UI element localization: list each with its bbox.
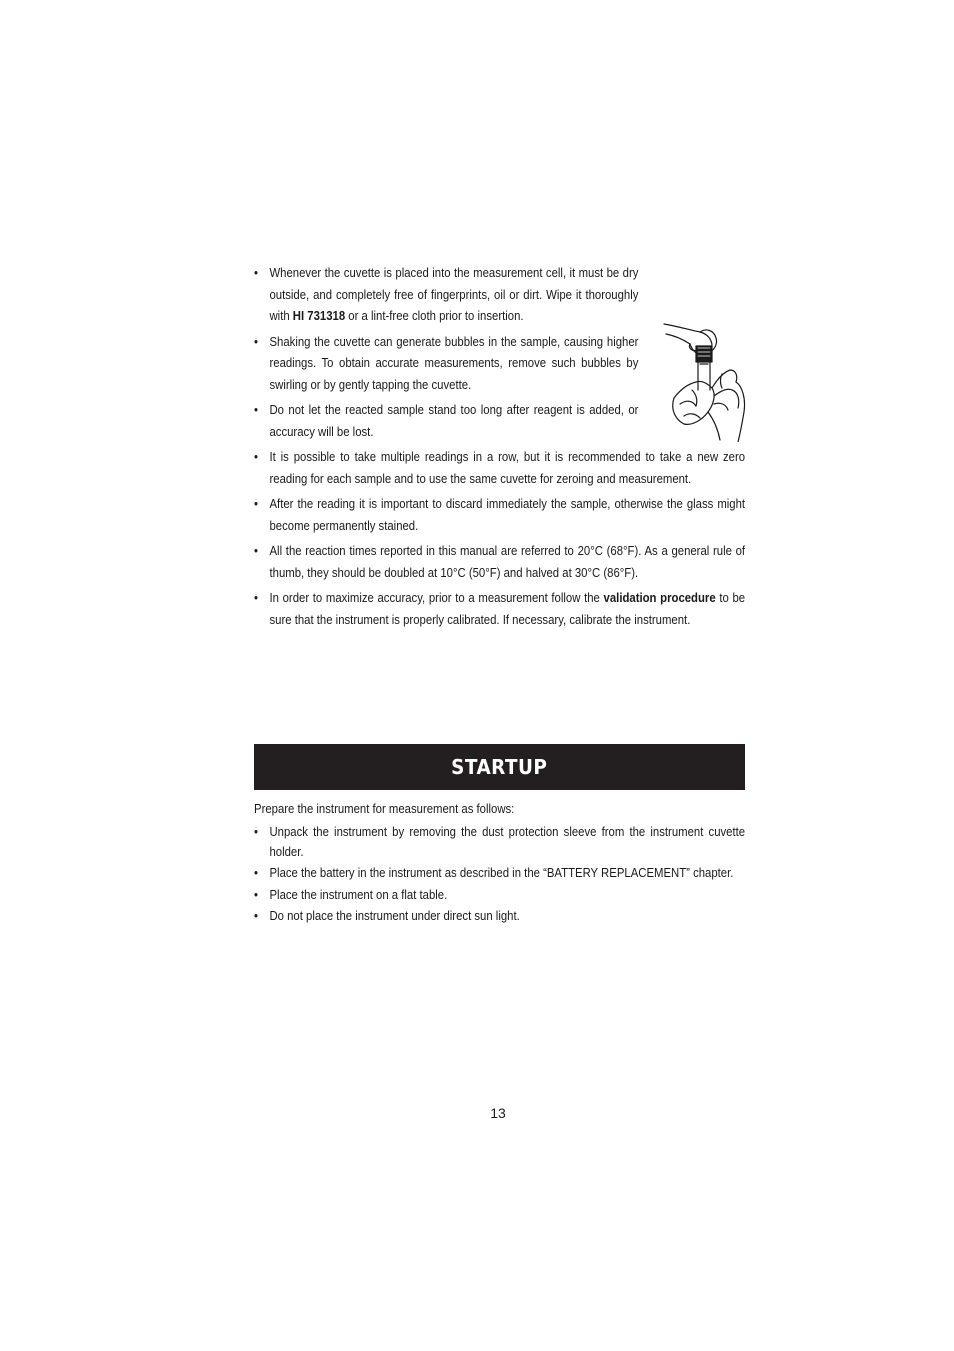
bullet-text: In order to maximize accuracy, prior to a measurement follow the (269, 590, 604, 605)
bullet-text: to be sure that the instrument is properly calibrated. If necessary, calibrate the instrument. (269, 590, 746, 627)
bullet-text: Do not let the reacted sample stand too long after reagent is added, or accuracy will be lost. (269, 402, 639, 439)
list-item (254, 331, 638, 396)
cuvette-care-list (254, 262, 745, 630)
list-item: • Place the battery in the instrument as described in the “BATTERY REPLACEMENT” chapter. (254, 863, 745, 883)
bullet-text: or a lint-free cloth prior to insertion. (345, 308, 524, 323)
bullet-text: Whenever the cuvette is placed into the measurement cell, it must be dry outside, and completely free of fingerprints, oil or dirt. Wipe it thoroughly with (269, 265, 639, 323)
list-item: • Do not place the instrument under direct sun light. (254, 906, 745, 926)
list-item: • Place the instrument on a flat table. (254, 885, 745, 905)
list-item (254, 540, 745, 583)
list-item (254, 399, 638, 442)
bullet-text: Shaking the cuvette can generate bubbles in the sample, causing higher readings. To obtain accurate measurements, remove such bubbles by swirling or by gently tapping the cuvette. (269, 333, 639, 392)
list-item (254, 446, 745, 489)
list-item (254, 262, 638, 327)
list-item (254, 493, 745, 536)
product-code: HI 731318 (292, 308, 346, 323)
startup-section (254, 798, 745, 928)
bullet-text: It is possible to take multiple readings in a row, but it is recommended to take a new zero reading for each sample and to use the same cuvette for zeroing and measurement. (269, 449, 746, 486)
bullet-text: All the reaction times reported in this manual are referred to 20°C (68°F). As a general rule of thumb, they should be doubled at 10°C (50°F) and halved at 30°C (86°F). (269, 543, 746, 580)
list-item: • Unpack the instrument by removing the dust protection sleeve from the instrument cuvette holder. (254, 822, 745, 861)
startup-banner (254, 744, 745, 790)
section-title: STARTUP (451, 755, 548, 779)
page-number: 13 (490, 1105, 506, 1121)
list-item (254, 587, 745, 630)
bullet-text: After the reading it is important to discard immediately the sample, otherwise the glass might become permanently stained. (269, 496, 746, 533)
startup-intro: Prepare the instrument for measurement as follows: (254, 801, 515, 816)
hand-wiping-cuvette-icon (662, 320, 748, 442)
validation-procedure-ref: validation procedure (603, 590, 716, 605)
cuvette-care-section (254, 262, 745, 634)
startup-steps-list (254, 822, 745, 926)
